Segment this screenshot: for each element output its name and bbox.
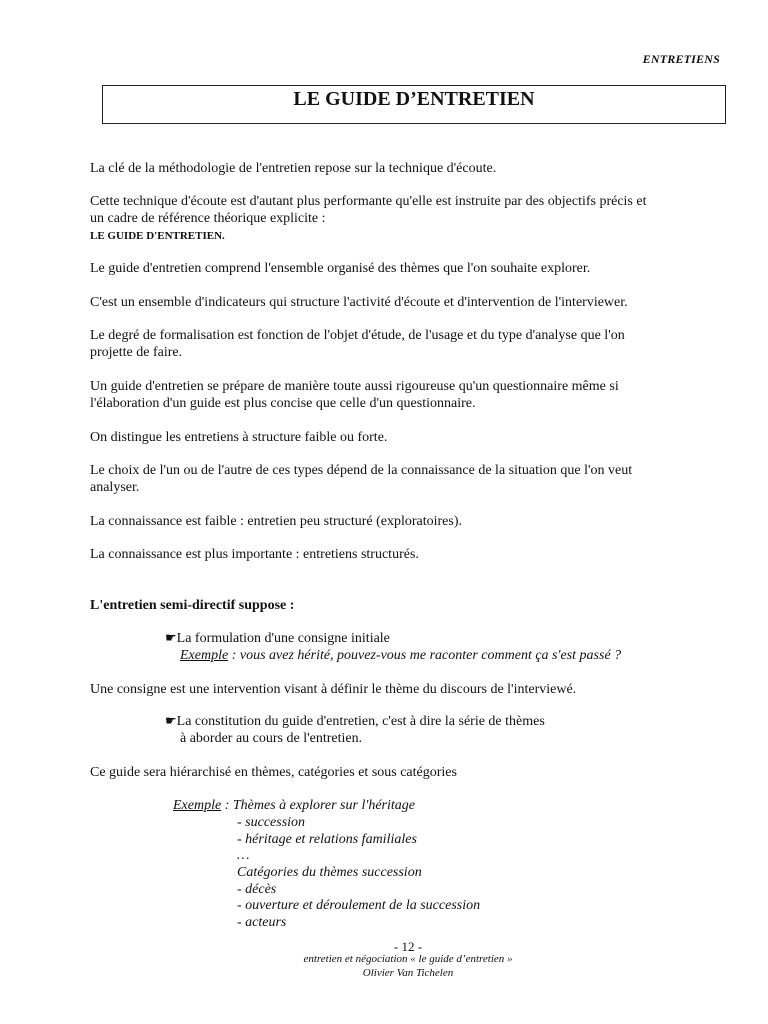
footer-line-2: Olivier Van Tichelen [362,967,454,979]
paragraph-4: C'est un ensemble d'indicateurs qui structure l'activité d'écoute et d'intervention de l'interviewer. [90,295,628,310]
bullet-item-1 [165,630,390,647]
paragraph-2-emphasis: LE GUIDE D'ENTRETIEN. [90,230,225,242]
example-2-item: - succession [237,815,306,830]
example-2-item: - décès [237,882,277,897]
running-header: ENTRETIENS [642,52,720,66]
section-heading: L'entretien semi-directif suppose : [90,598,295,613]
example-2-intro [173,797,415,814]
paragraph-9: La connaissance est faible : entretien peu structuré (exploratoires). [90,514,463,529]
paragraph-8-line-1: Le choix de l'un ou de l'autre de ces types dépend de la connaissance de la situation que l'on veut [90,463,633,478]
example-label: Exemple [180,648,229,663]
bullet-1-text: La formulation d'une consigne initiale [176,631,390,646]
example-text: : vous avez hérité, pouvez-vous me raconter comment ça s'est passé ? [228,648,622,663]
example-2-item: … [237,848,250,863]
paragraph-3: Le guide d'entretien comprend l'ensemble organisé des thèmes que l'on souhaite explorer. [90,261,591,276]
consigne-paragraph: Une consigne est une intervention visant à définir le thème du discours de l'interviewé. [90,682,577,697]
paragraph-1: La clé de la méthodologie de l'entretien repose sur la technique d'écoute. [90,161,497,176]
bullet-1-example [180,647,621,664]
bullet-2-continuation: à aborder au cours de l'entretien. [180,731,363,746]
hierarchy-paragraph: Ce guide sera hiérarchisé en thèmes, catégories et sous catégories [90,765,457,780]
paragraph-8-line-2: analyser. [90,480,140,495]
example-2-heading: : Thèmes à explorer sur l'héritage [221,798,415,813]
paragraph-5-line-2: projette de faire. [90,345,183,360]
hand-pointer-icon: ☛ [165,714,177,729]
bullet-item-2 [165,713,545,730]
paragraph-7: On distingue les entretiens à structure faible ou forte. [90,430,388,445]
paragraph-5-line-1: Le degré de formalisation est fonction de l'objet d'étude, de l'usage et du type d'analyse que l'on [90,328,625,343]
paragraph-10: La connaissance est plus importante : entretiens structurés. [90,547,419,562]
paragraph-2-line-2: un cadre de référence théorique explicite : [90,211,326,226]
example-label: Exemple [173,798,222,813]
example-2-item: Catégories du thèmes succession [237,865,422,880]
page-number: - 12 - [393,939,423,954]
page-title: LE GUIDE D’ENTRETIEN [293,88,535,110]
paragraph-6-line-2: l'élaboration d'un guide est plus concise que celle d'un questionnaire. [90,396,476,411]
example-2-item: - ouverture et déroulement de la succession [237,898,481,913]
hand-pointer-icon: ☛ [165,631,177,646]
bullet-2-text: La constitution du guide d'entretien, c'est à dire la série de thèmes [176,714,545,729]
example-2-item: - acteurs [237,915,287,930]
example-2-item: - héritage et relations familiales [237,832,417,847]
paragraph-6-line-1: Un guide d'entretien se prépare de manière toute aussi rigoureuse qu'un questionnaire même si [90,379,619,394]
paragraph-2-line-1: Cette technique d'écoute est d'autant plus performante qu'elle est instruite par des objectifs précis et [90,194,647,209]
footer-line-1: entretien et négociation « le guide d’entretien » [303,953,513,965]
